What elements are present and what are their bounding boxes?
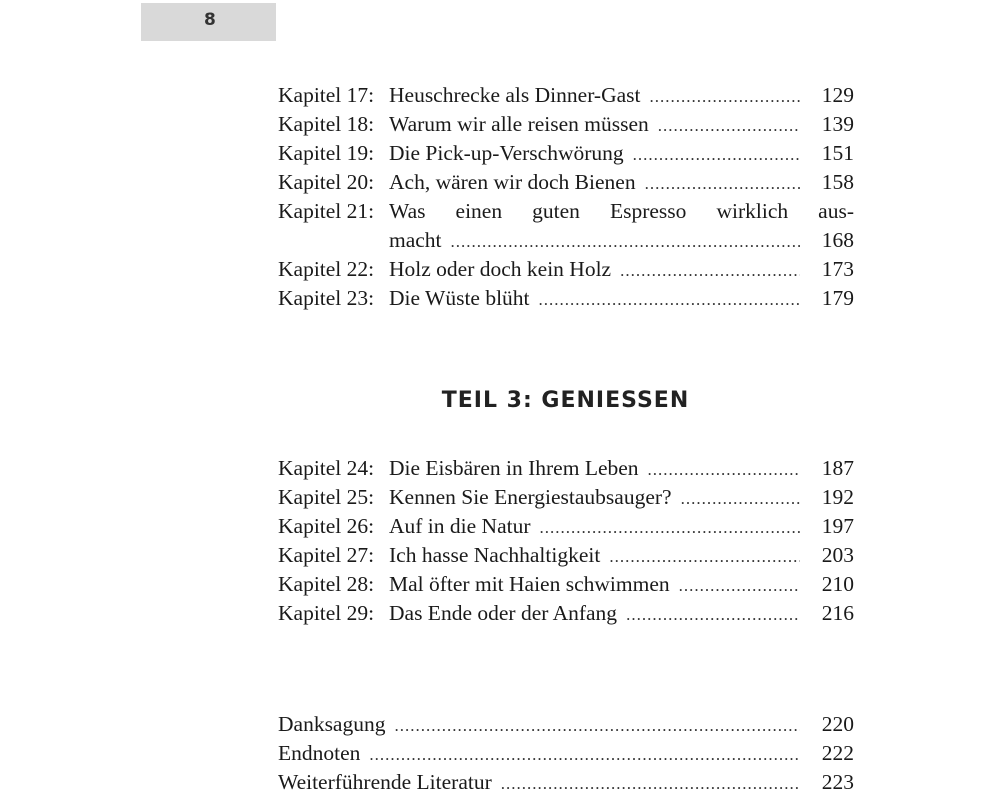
- toc-leader-dots: [626, 600, 800, 629]
- toc-leader-dots: [369, 740, 800, 769]
- toc-page-number: 168: [821, 228, 854, 252]
- toc-leader-dots: [648, 455, 800, 484]
- page-number: 8: [204, 10, 216, 30]
- toc-leader-dots: [451, 227, 800, 256]
- toc-leader-dots: [681, 484, 800, 513]
- toc-title: Auf in die Natur: [389, 514, 531, 538]
- toc-entry[interactable]: [278, 81, 854, 110]
- toc-title-continuation: macht: [389, 228, 442, 252]
- toc-page-number: 222: [821, 741, 854, 765]
- toc-page-number: 151: [821, 141, 854, 165]
- toc-entry[interactable]: [278, 139, 854, 168]
- toc-entry[interactable]: [278, 570, 854, 599]
- toc-page-number: 216: [821, 601, 854, 625]
- toc-chapter-label: Kapitel 26:: [278, 514, 375, 538]
- toc-entry[interactable]: [278, 768, 854, 797]
- toc-chapter-label: Kapitel 20:: [278, 170, 375, 194]
- toc-title: Was einen guten Espresso wirklich aus-: [389, 199, 854, 223]
- toc-page-number: 158: [821, 170, 854, 194]
- toc-chapter-label: Kapitel 28:: [278, 572, 375, 596]
- toc-entry-continuation[interactable]: [278, 226, 854, 255]
- toc-leader-dots: [540, 513, 800, 542]
- toc-back-matter: [278, 710, 854, 797]
- toc-title: Die Pick-up-Verschwörung: [389, 141, 624, 165]
- toc-title: Weiterführende Literatur: [278, 770, 492, 794]
- toc-chapter-label: Kapitel 25:: [278, 485, 375, 509]
- toc-chapter-label: Kapitel 19:: [278, 141, 375, 165]
- toc-page-number: 179: [821, 286, 854, 310]
- toc-entry[interactable]: [278, 168, 854, 197]
- toc-title: Kennen Sie Energiestaubsauger?: [389, 485, 672, 509]
- toc-entry[interactable]: [278, 255, 854, 284]
- toc-entry[interactable]: [278, 710, 854, 739]
- toc-title: Die Wüste blüht: [389, 286, 530, 310]
- toc-chapter-label: Kapitel 17:: [278, 83, 375, 107]
- toc-title: Endnoten: [278, 741, 361, 765]
- toc-page-number: 192: [821, 485, 854, 509]
- toc-page-number: 203: [821, 543, 854, 567]
- toc-title: Mal öfter mit Haien schwimmen: [389, 572, 670, 596]
- toc-leader-dots: [501, 769, 800, 798]
- toc-entry[interactable]: [278, 110, 854, 139]
- toc-chapter-label: Kapitel 24:: [278, 456, 375, 480]
- toc-chapter-label: Kapitel 18:: [278, 112, 375, 136]
- toc-chapter-label: Kapitel 23:: [278, 286, 375, 310]
- toc-chapter-label: Kapitel 29:: [278, 601, 375, 625]
- toc-leader-dots: [620, 256, 800, 285]
- toc-entry[interactable]: [278, 599, 854, 628]
- toc-leader-dots: [658, 111, 800, 140]
- toc-entry[interactable]: [278, 454, 854, 483]
- toc-leader-dots: [539, 285, 800, 314]
- toc-page-number: 187: [821, 456, 854, 480]
- toc-title: Heuschrecke als Dinner-Gast: [389, 83, 641, 107]
- toc-page-number: 223: [821, 770, 854, 794]
- toc-leader-dots: [645, 169, 800, 198]
- toc-title: Warum wir alle reisen müssen: [389, 112, 649, 136]
- toc-page-number: 129: [821, 83, 854, 107]
- toc-entry[interactable]: [278, 284, 854, 313]
- toc-leader-dots: [609, 542, 800, 571]
- toc-page-number: 173: [821, 257, 854, 281]
- toc-title: Ich hasse Nachhaltigkeit: [389, 543, 601, 567]
- toc-chapter-label: Kapitel 27:: [278, 543, 375, 567]
- toc-leader-dots: [679, 571, 800, 600]
- toc-title: Danksagung: [278, 712, 386, 736]
- toc-chapter-label: Kapitel 21:: [278, 199, 375, 223]
- toc-entry[interactable]: [278, 739, 854, 768]
- toc-entry[interactable]: [278, 512, 854, 541]
- toc-page-number: 210: [821, 572, 854, 596]
- section-heading: TEIL 3: GENIESSEN: [441, 388, 690, 413]
- toc-title: Das Ende oder der Anfang: [389, 601, 618, 625]
- toc-entry[interactable]: [278, 483, 854, 512]
- toc-page-number: 220: [821, 712, 854, 736]
- toc-entry[interactable]: [278, 541, 854, 570]
- toc-title: Die Eisbären in Ihrem Leben: [389, 456, 639, 480]
- toc-leader-dots: [394, 711, 800, 740]
- toc-title: Ach, wären wir doch Bienen: [389, 170, 636, 194]
- toc-entry[interactable]: [278, 197, 854, 226]
- toc-leader-dots: [650, 82, 801, 111]
- toc-leader-dots: [633, 140, 800, 169]
- toc-chapter-label: Kapitel 22:: [278, 257, 375, 281]
- toc-page-number: 139: [821, 112, 854, 136]
- toc-part-2: [278, 81, 854, 313]
- toc-title: Holz oder doch kein Holz: [389, 257, 612, 281]
- toc-part-3: [278, 454, 854, 628]
- toc-page-number: 197: [821, 514, 854, 538]
